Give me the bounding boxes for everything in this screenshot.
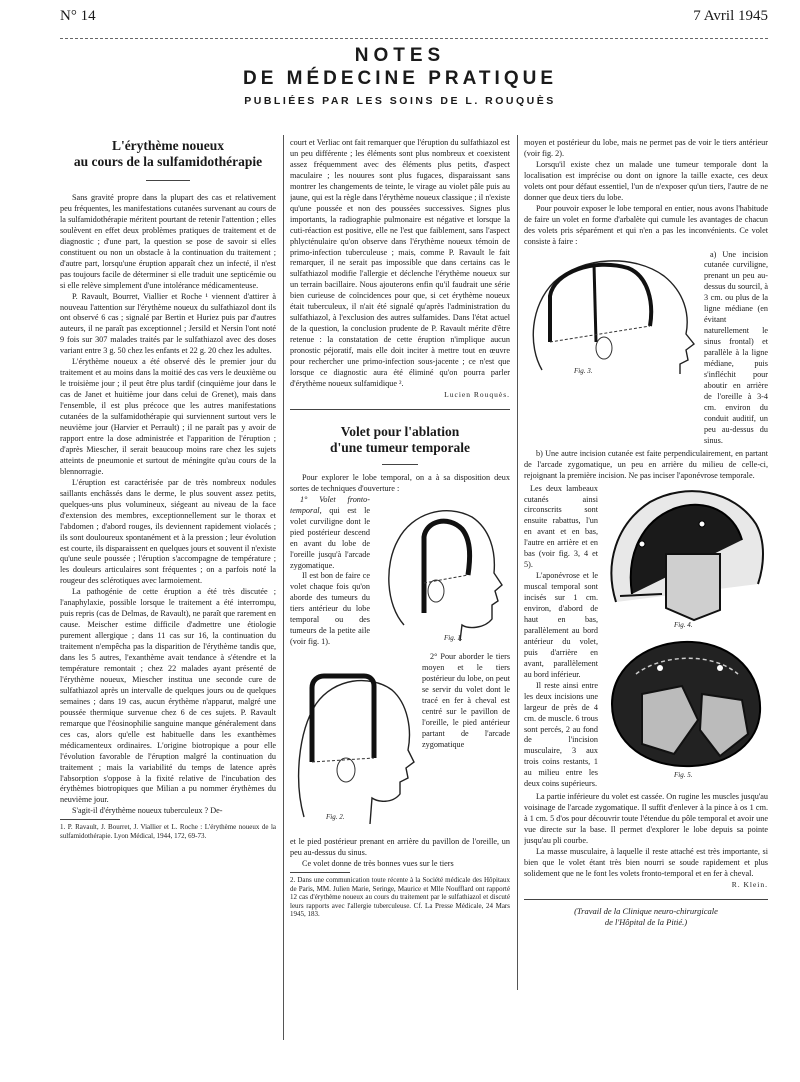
column2 [290, 138, 510, 1078]
issue-date: 7 Avril 1945 [693, 8, 768, 24]
head-profile-drawing [290, 652, 418, 827]
footnote-rule [290, 872, 350, 873]
item1-text2: Il est bon de faire ce volet chaque fois qu'on aborde des tumeurs du tiers antérieur du lobe temporal ou des tumeurs de la petite aile (voir fig. 1). [290, 571, 370, 647]
figure-1-caption: Fig. 1. [444, 633, 463, 642]
skull-flap-drawing [602, 634, 766, 774]
journal-title-line1: NOTES [354, 45, 446, 66]
item1-text: qui est le volet curviligne dont le pied postérieur descend en avant du lobe de l'oreille jusqu'à l'arcade zygomatique. [290, 505, 371, 570]
figure-5-caption: Fig. 5. [674, 770, 693, 779]
figure-3-caption: Fig. 3. [574, 366, 593, 375]
article1-title-line1: L'érythème noueux [111, 138, 225, 153]
article2-title-line2: d'une tumeur temporale [330, 439, 470, 455]
article-separator [290, 409, 510, 410]
skull-flap-drawing [602, 484, 766, 624]
item1-label: 1° Volet fronto-temporal, [290, 494, 370, 515]
article1-title-line2: au cours de la sulfamidothérapie [73, 154, 263, 169]
figure-1 [374, 495, 510, 645]
column3 [524, 138, 768, 1078]
column-rule-1 [283, 135, 284, 1040]
item2-cont2: Ce volet donne de très bonnes vues sur le tiers [302, 859, 454, 869]
paragraph: La pathogénie de cette éruption a été très discutée ; l'anaphylaxie, possible lorsque le traitement a été interrompu, puis repris (cas de Delmas, de Ravault), ne paraît que rarement en cause. Meischer estime difficile d'admettre une étiologie purement allergique ; dans 11 cas sur 16, la continuation du traitement n'empêcha pas la disparition de l'érythème tandis que, dans les 5 autres, l'exanthème avait tendance à s'étendre et la température remontait ; chez 22 malades ayant présenté de l'érythème noueux, Miescher institua une seconde cure de sulfathiazol après un intervalle de quelques jours ou de quelques semaines ; dans 19 cas, aucun érythème n'apparut, malgré une poussée thermique survenue chez 6 de ces sujets. P. Ravault remarque que l'éosinophilie sanguine manque généralement dans ces cas, alors qu'elle est habituelle dans les exanthèmes médicamenteux ordinaires. L'origine biotropique a pour elle l'évolution favorable de l'éruption malgré la continuation du traitement ; mais la variabilité du temps de latence après l'absorption s'oppose à la fixité relative de l'incubation des érythèmes biotropiques que Milian a pu nommer érythèmes du neuvième jour. [60, 587, 276, 805]
journal-subtitle: PUBLIÉES PAR LES SOINS DE L. ROUQUÈS [244, 95, 556, 107]
figure-4 [602, 484, 768, 634]
figure-2-caption: Fig. 2. [326, 813, 345, 822]
paragraph: L'érythème noueux a été observé dès le premier jour du traitement et au moins dans la moitié des cas vers le deuxième ou le troisième jour ; il peut être plus tardif (cinquième jour dans le cas de Janet et huitième jour dans celui de Grenet), mais dans l'ensemble, il est plus précoce que les autres manifestations cutanées de la sulfamidothérapie qui surviennent surtout vers le neuvième jour (Harvier et Perrault) ; il ne paraît pas y avoir de rapport entre la dose administrée et l'apparition de l'éruption ; d'après Miescher, il serait beaucoup moins rare chez les sujets atteints de pneumonie et surtout de méningite qu'au cours de la blennorragie. [60, 357, 276, 476]
footnote-1: 1. P. Ravault, J. Bourret, J. Viallier et L. Roche : L'érythème noueux de la sulfamidothérapie. Lyon Médical, 1944, 172, 69-73. [60, 823, 276, 840]
item-f: La partie inférieure du volet est cassée. On rugine les muscles jusqu'au voisinage de l'arcade zygomatique. Il suffit d'enlever à la pince à os 1 cm. à 1 cm. 5 d'os pour découvrir toute l'étendue du pôle temporal et avoir une vue directe sur la base. Il permet d'explorer le lobe depuis sa pointe jusqu'au pli courbe. [524, 792, 768, 846]
paragraph: Lorsqu'il existe chez un malade une tumeur temporale dont la localisation est imprécise ou dont on ignore la taille exacte, ces deux volets ont pour défaut essentiel, l'un de n'exposer qu'un tiers, l'autre de ne donner que deux tiers du lobe. [524, 159, 768, 202]
paragraph: court et Verliac ont fait remarquer que l'éruption du sulfathiazol est un peu différente ; les éléments sont plus nombreux et coexistent assez fréquemment avec des éléments plus petits, d'aspect maculaire ; les nouures sont plus fugaces, disparaissant sans montrer les changements de teinte, le virage au violet pâle puis au jaune, qui est la règle dans l'érythème noueux classique ; il n'existe qu'une poussée et non des poussées successives. Signes plus importants, la radiographie pulmonaire est négative et lorsque la cuti-réaction est positive, elle ne l'est que faiblement, sans l'aspect phlycténulaire qu'on observe dans l'érythème noueux témoin de primo-infection tuberculeuse ; mais, comme P. Ravault le fait remarquer, il ne serait pas impossible que dans certains cas le sulfathiazol modifie l'allergie et déclenche l'érythème noueux sur un terrain bacillaire. Nous ajouterons enfin qu'il faudrait une série bien curieuse de coïncidences pour que, si cet érythème noueux était tuberculeux, il n'ait été signalé qu'après l'administration du sulfathiazol, à l'exclusion des autres sulfamides. Dans l'état actuel de la question, la conclusion prudente de P. Ravault mérite d'être retenue : la constatation de cette éruption n'implique aucun pronostic péjoratif, mais elle doit inciter à mettre tout en œuvre pour rechercher une primo-infection sous-jacente ; ce n'est que lorsque ce diagnostic aura été éliminé qu'on pourra parler d'érythème noueux sulfamidique ². [290, 138, 510, 388]
article1-column1 [60, 138, 276, 1078]
figure-4-caption: Fig. 4. [674, 620, 693, 629]
journal-title-line2: DE MÉDECINE PRATIQUE [242, 68, 557, 89]
credit-line1: (Travail de la Clinique neuro-chirurgicale [574, 905, 718, 916]
title-divider [382, 464, 418, 465]
figure-3 [524, 250, 700, 378]
title-divider [146, 180, 190, 181]
article2-title [290, 424, 510, 456]
article1-title [60, 138, 276, 170]
paragraph: P. Ravault, Bourret, Viallier et Roche ¹ viennent d'attirer à nouveau l'attention sur l'érythème noueux du sulfathiazol dont ils ont observé 6 cas ; signalé par Bertin et Huriez puis par d'autres auteurs, il ne paraît pas exceptionnel ; Jersild et Nersin l'ont noté 9 fois sur 307 malades traités par le sulfathiazol avec des doses variant entre 3 g. 50 chez les enfants et 22 g. 20 chez les adultes. [60, 291, 276, 356]
footnote-rule [60, 819, 120, 820]
column-rule-2 [517, 135, 518, 990]
figure-2 [290, 652, 418, 837]
figure-5 [602, 634, 768, 784]
paragraph: moyen et postérieur du lobe, mais ne permet pas de voir le tiers antérieur (voir fig. 2). [524, 138, 768, 158]
item-e: Il reste ainsi entre les deux incisions une largeur de près de 4 cm. de muscle. 6 trous sont percés, 2 au fond de l'incision musculaire, 3 aux trois coins restants, 1 au milieu entre les deux coins supérieurs. [524, 680, 598, 789]
paragraph: S'agit-il d'érythème noueux tuberculeux ? De- [72, 806, 223, 816]
item2-cont: et le pied postérieur prenant en arrière du pavillon de l'oreille, un peu au-dessus du sinus. [290, 837, 510, 858]
credit-rule [524, 899, 768, 900]
item-c: Les deux lambeaux cutanés ainsi circonscrits sont ensuite rabattus, l'un en avant et en bas, l'autre en arrière et en bas (voir fig. 3, 4 et 5). [524, 483, 598, 570]
paragraph: Pour pouvoir exposer le lobe temporal en entier, nous avons l'habitude de faire un volet en forme d'arbalète qui cumule les avantages de chacun des volets pris séparément et qui n'en a pas les inconvénients. Ce volet consiste à faire : [524, 203, 768, 246]
author-signature: Lucien Rouquès. [444, 389, 510, 399]
credit-line2: de l'Hôpital de la Pitié.) [604, 916, 688, 927]
header-rule [60, 38, 768, 39]
item-g: La masse musculaire, à laquelle il reste attaché est très importante, si bien que le volet étant très bien nourri se soude rapidement et plus solidement que ne le font les volets fronto-temporal et en fer à cheval. [524, 847, 768, 878]
item-a: a) Une incision cutanée curviligne, prenant un peu au-dessus du sourcil, à 3 cm. ou plus de la ligne médiane (en évitant naturellement le sinus frontal) et parallèle à la ligne médiane, puis s'infléchit pour aboutir en arrière de l'oreille à 3-4 cm. environ du conduit auditif, un peu au-dessus du sinus. [704, 249, 768, 445]
article2-title-line1: Volet pour l'ablation [340, 423, 460, 439]
item-d: L'aponévrose et le muscal temporal sont incisés sur 1 cm. environ, d'abord de haut en bas, parallèlement au bord antérieur du volet, puis d'arrière en avant, parallèlement au bord inférieur. [524, 571, 598, 679]
issue-number: N° 14 [60, 8, 96, 24]
item2-text: 2° Pour aborder le tiers moyen et le tiers postérieur du lobe, on peut se servir du volet dont le tracé en fer à cheval est centré sur le pavillon de l'oreille, le pied antérieur partant de l'arcade zygomatique [422, 652, 510, 749]
paragraph: Sans gravité propre dans la plupart des cas et relativement peu fréquentes, les manifestations cutanées survenant au cours de la sulfamidothérapie méritent pourtant de retenir l'attention ; elles soulèvent en effet deux problèmes pratiques de traitement et de diagnostic ; d'une part, la question se pose de savoir si elles constituent ou non un obstacle à la continuation du traitement ; d'autre part, lorsqu'une éruption apparaît chez un infecté, il n'est pas toujours facile de déterminer si elle traduit une septicémie ou si elle relève simplement d'une intolérance médicamenteuse. [60, 193, 276, 290]
paragraph: Pour explorer le lobe temporal, on a à sa disposition deux sortes de techniques d'ouverture : [290, 472, 510, 493]
author-signature: R. Klein. [731, 879, 768, 889]
item-b: b) Une autre incision cutanée est faite perpendiculairement, en partant de l'arcade zygomatique, un peu en arrière du milieu de celle-ci, rejoignant la première incision. Ne pas inciser l'aponévrose temporale. [524, 448, 768, 480]
paragraph: L'éruption est caractérisée par de très nombreux nodules saillants enchâssés dans le derme, le plus souvent assez petits, quelques-uns plus volumineux, siégeant au niveau de la face d'extension des membres, exceptionnellement sur le thorax et l'abdomen ; d'abord rouges, ils deviennent rapidement violacés ; ils sont douloureux spontanément et à la pression ; leur évolution est courte, ils disparaissent en quelques jours et souvent il n'existe qu'une seule poussée ; l'éruption s'accompagne de température ; les douleurs articulaires sont fréquentes ; on a parfois noté la rougeur des sclérotiques avec larmoiement. [60, 477, 276, 586]
footnote-2: 2. Dans une communication toute récente à la Société médicale des Hôpitaux de Paris, MM. Julien Marie, Seringe, Maurice et Mlle Noufflard ont rapporté 12 cas d'érythème noueux au cours du traitement par le sulfathiazol et discuté leurs rapports avec l'allergie tuberculeuse. Cf. La Presse Médicale, 24 Mars 1945, 183. [290, 875, 510, 919]
head-profile-drawing [374, 495, 510, 645]
head-profile-drawing [524, 250, 700, 378]
